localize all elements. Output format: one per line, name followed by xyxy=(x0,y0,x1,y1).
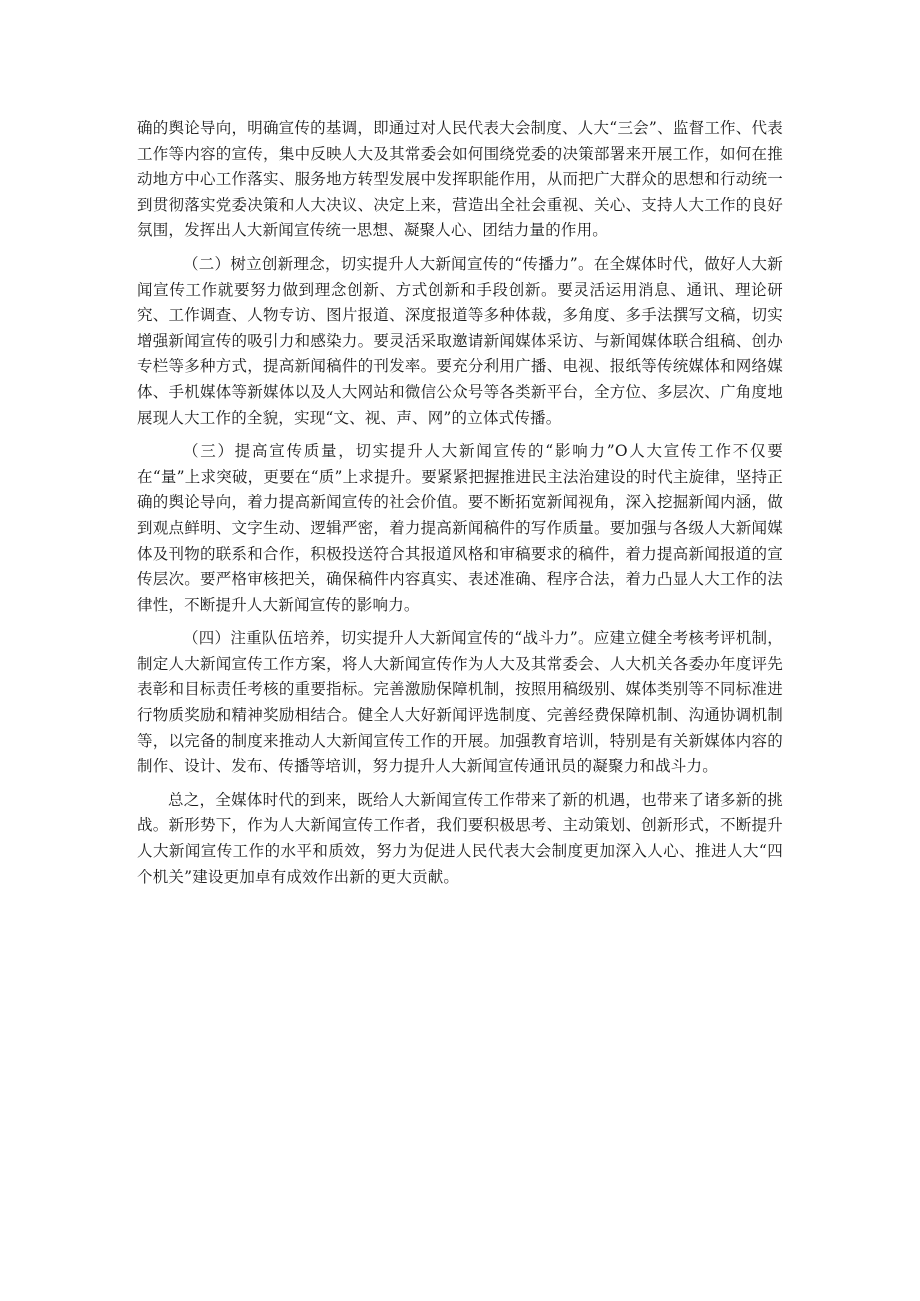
paragraph-conclusion: 总之，全媒体时代的到来，既给人大新闻宣传工作带来了新的机遇，也带来了诸多新的挑战。新形势下，作为人大新闻宣传工作者，我们要积极思考、主动策划、创新形式，不断提升人大新闻宣传工作的水平和质效，努力为促进人民代表大会制度更加深入人心、推进人大“四个机关”建设更加卓有成效作出新的更大贡献。 xyxy=(137,790,783,886)
paragraph-section-2: （二）树立创新理念，切实提升人大新闻宣传的“传播力”。在全媒体时代，做好人大新闻宣传工作就要努力做到理念创新、方式创新和手段创新。要灵活运用消息、通讯、理论研究、工作调查、人物专访、图片报道、深度报道等多种体裁，多角度、多手法撰写文稿，切实增强新闻宣传的吸引力和感染力。要灵活采取邀请新闻媒体采访、与新闻媒体联合组稿、创办专栏等多种方式，提高新闻稿件的刊发率。要充分利用广播、电视、报纸等传统媒体和网络媒体、手机媒体等新媒体以及人大网站和微信公众号等各类新平台，全方位、多层次、广角度地展现人大工作的全貌，实现“文、视、声、网”的立体式传播。 xyxy=(137,254,783,427)
paragraph-section-3: （三）提高宣传质量，切实提升人大新闻宣传的“影响力”O人大宣传工作不仅要在“量”上求突破，更要在“质”上求提升。要紧紧把握推进民主法治建设的时代主旋律，坚持正确的舆论导向，着力提高新闻宣传的社会价值。要不断拓宽新闻视角，深入挖掘新闻内涵，做到观点鲜明、文字生动、逻辑严密，着力提高新闻稿件的写作质量。要加强与各级人大新闻媒体及刊物的联系和合作，积极投送符合其报道风格和审稿要求的稿件，着力提高新闻报道的宣传层次。要严格审核把关，确保稿件内容真实、表述准确、程序合法，着力凸显人大工作的法律性，不断提升人大新闻宣传的影响力。 xyxy=(137,442,783,614)
paragraph-continuation: 确的舆论导向，明确宣传的基调，即通过对人民代表大会制度、人大“三会”、监督工作、代表工作等内容的宣传，集中反映人大及其常委会如何围绕党委的决策部署来开展工作，如何在推动地方中心工作落实、服务地方转型发展中发挥职能作用，从而把广大群众的思想和行动统一到贯彻落实党委决策和人大决议、决定上来，营造出全社会重视、关心、支持人大工作的良好氛围，发挥出人大新闻宣传统一思想、凝聚人心、团结力量的作用。 xyxy=(137,119,783,240)
document-page xyxy=(137,116,783,898)
paragraph-section-4: （四）注重队伍培养，切实提升人大新闻宣传的“战斗力”。应建立健全考核考评机制，制定人大新闻宣传工作方案，将人大新闻宣传作为人大及其常委会、人大机关各委办年度评先表彰和目标责任考核的重要指标。完善激励保障机制，按照用稿级别、媒体类别等不同标准进行物质奖励和精神奖励相结合。健全人大好新闻评选制度、完善经费保障机制、沟通协调机制等，以完备的制度来推动人大新闻宣传工作的开展。加强教育培训，特别是有关新媒体内容的制作、设计、发布、传播等培训，努力提升人大新闻宣传通讯员的凝聚力和战斗力。 xyxy=(137,629,783,776)
